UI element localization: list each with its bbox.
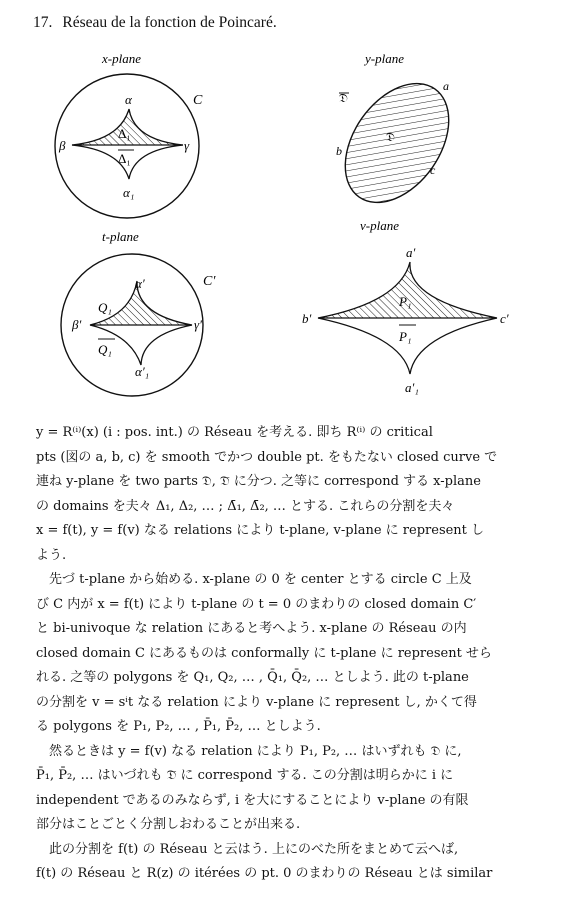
label-c: C: [193, 93, 203, 108]
label-delta1-bar: Δ₁: [118, 151, 131, 166]
body-line: び C 内が x = f(t) により t-plane の t = 0 のまわりの closed domain C′: [36, 596, 477, 612]
label-a: a: [443, 79, 449, 93]
body-line: pts (図の a, b, c) を smooth でかつ double pt. をもたない closed curve で: [36, 449, 498, 465]
label-c-prime: C′: [203, 274, 216, 289]
label-q1: Q₁: [98, 300, 112, 315]
body-line: の domains を夫々 Δ₁, Δ₂, … ; Δ̄₁, Δ̄₂, … とする. これらの分割を夫々: [36, 498, 455, 514]
body-line: の分割を v = sⁱt なる relation により v-plane に represent し, かくて得: [36, 694, 477, 710]
label-beta-prime: β′: [72, 317, 82, 332]
p1-bar-region: [318, 318, 497, 374]
body-line: 然るときは y = f(v) なる relation により P₁, P₂, … はいずれも 𝔇 に,: [49, 743, 462, 759]
label-alpha: α: [125, 92, 132, 107]
section-title: Réseau de la fonction de Poincaré.: [62, 14, 277, 31]
x-plane-label: x-plane: [102, 51, 141, 66]
label-beta: β: [59, 138, 66, 153]
body-line: independent であるのみならず, i を大にすることにより v-plane の有限: [36, 792, 469, 808]
body-line: よう.: [36, 547, 67, 563]
body-line: 先づ t-plane から始める. x-plane の 0 を center とする circle C 上及: [49, 572, 472, 587]
label-a-prime: a′: [406, 245, 416, 260]
label-gamma: γ: [184, 138, 190, 153]
p1-region: [318, 262, 497, 318]
label-p1-bar: P₁: [399, 329, 412, 344]
label-c-prime-v: c′: [500, 311, 509, 326]
v-plane-label: v-plane: [360, 218, 399, 233]
body-line: る polygons を P₁, P₂, … , P̄₁, P̄₂, … としよう.: [36, 719, 321, 734]
body-line: 部分はことごとく分割しおわることが出来る.: [36, 817, 301, 832]
label-a1-prime: a′₁: [405, 380, 419, 395]
body-line: x = f(t), y = f(v) なる relations により t-plane, v-plane に represent し: [36, 523, 485, 538]
label-q1-bar: Q₁: [98, 342, 112, 357]
t-plane-figure: [61, 229, 216, 396]
label-alpha1: α₁: [123, 185, 135, 200]
t-plane-label: t-plane: [102, 229, 139, 244]
body-line: 連ね y-plane を two parts 𝔇, 𝔇̄ に分つ. 之等に correspond する x-plane: [36, 474, 481, 489]
body-line: f(t) の Réseau と R(z) の itérées の pt. 0 のまわりの Réseau とは similar: [36, 866, 493, 881]
label-p1: P₁: [399, 294, 412, 309]
y-plane-figure: [324, 51, 470, 222]
body-line: れる. 之等の polygons を Q₁, Q₂, … , Q̄₁, Q̄₂, … としよう. 此の t-plane: [36, 670, 469, 685]
label-alpha-prime: α′: [135, 276, 145, 291]
label-d: 𝔇: [386, 130, 395, 144]
body-text: [36, 421, 544, 887]
label-alpha1-prime: α′₁: [135, 364, 150, 379]
body-line: y = R⁽ⁱ⁾(x) (i : pos. int.) の Réseau を考える. 即ち R⁽ⁱ⁾ の critical: [36, 425, 433, 440]
section-number: 17.: [33, 14, 53, 31]
body-line: P̄₁, P̄₂, … はいづれも 𝔇̄ に correspond する. この分割は明らかに i に: [36, 768, 454, 783]
y-plane-label: y-plane: [365, 51, 404, 66]
label-b-prime: b′: [302, 311, 312, 326]
label-gamma-prime: γ′: [194, 317, 202, 332]
body-line: closed domain C にあるものは conformally に t-plane に represent せら: [36, 645, 492, 661]
x-plane-figure: [55, 51, 203, 218]
section-heading: [33, 14, 277, 32]
label-d-bar: 𝔇: [339, 91, 348, 105]
body-line: 此の分割を f(t) の Réseau と云はう. 上にのべた所をまとめて云へば,: [49, 841, 459, 857]
figures: [0, 40, 577, 415]
v-plane-figure: [302, 218, 509, 395]
label-delta1: Δ₁: [118, 126, 131, 141]
body-line: と bi-univoque な relation にあると考へよう. x-plane の Réseau の内: [36, 621, 467, 636]
label-c-point: c: [430, 163, 436, 177]
label-b: b: [336, 144, 342, 158]
